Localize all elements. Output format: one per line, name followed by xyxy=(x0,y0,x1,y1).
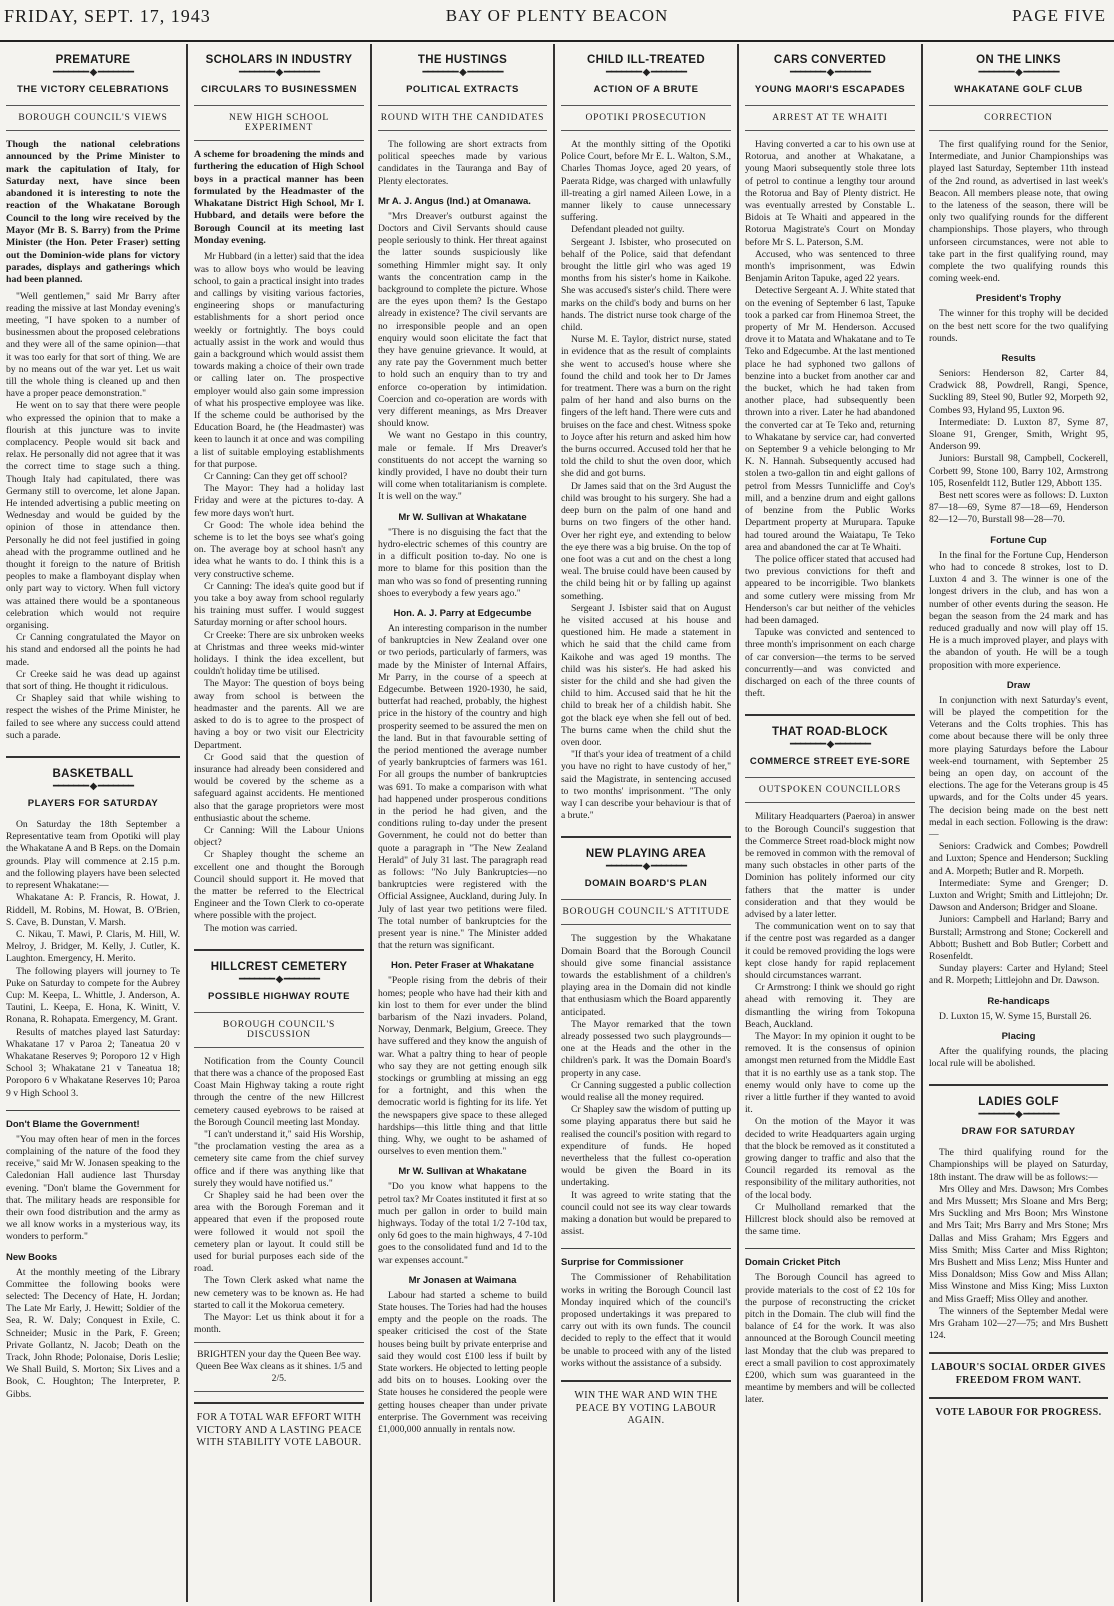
paragraph: "Well gentlemen," said Mr Barry after reading the missive at last Monday evening's meeting, "I have spoken to a number of businessmen about the proposed celebrations and they were all of the same opinion—that it was too early for that sort of thing. We are by no means out of the war yet. Let us wait till the whole thing is cleaned up and then have a proper peace demonstration." xyxy=(6,290,180,400)
side-heading: Mr A. J. Angus (Ind.) at Omanawa. xyxy=(378,195,531,207)
section-divider xyxy=(745,1248,915,1249)
side-heading: Hon. A. J. Parry at Edgecumbe xyxy=(393,607,532,619)
paragraph: The Mayor remarked that the town already possessed two such playgrounds—one at the Heads and the other in the children's park. It was the Domain Board's property in any case. xyxy=(561,1018,731,1079)
paragraph: Sergeant J. Isbister said that on August he visited accused at his house and questioned him. He made a statement in which he said that the child came from Kaikohe and was aged 19 months. The child was his sister's. He had asked his sister for the child and she had given the child to him. Accused said that he hit the child to break her of a childish habit. She got the black eye when she fell out of bed. The burns came when the child shut the oven door. xyxy=(561,602,731,748)
side-heading: Placing xyxy=(1001,1030,1036,1042)
article-lead: Though the national celebrations announced by the Prime Minister to mark the capitulation of Italy, for Saturday next, have since been abandoned it is interesting to note the reaction of the Whakatane Borough Council to the long wire received by the Mayor (Mr B. S. Barry) from the Prime Minister (the Hon. Peter Fraser) setting out the Dominion-wide plans for victory parades, displays and gatherings which had been planned. xyxy=(6,139,180,286)
article-subhead: PLAYERS FOR SATURDAY xyxy=(27,798,159,810)
paragraph: After the qualifying rounds, the placing local rule will be abolished. xyxy=(929,1045,1108,1069)
paragraph: At the monthly sitting of the Opotiki Police Court, before Mr E. L. Walton, S.M., Charles Thomas Joyce, aged 20 years, of Paerata Ridge, was charged with unlawfully ill-treating a girl named Aileen Lowe, in a manner likely to cause unnecessary suffering. xyxy=(561,139,731,224)
paragraph: The winner for this trophy will be decided on the best nett score for the two qualifying rounds. xyxy=(929,308,1108,344)
paragraph: C. Nikau, T. Mawi, P. Claris, M. Hill, W. Melroy, J. Bridger, M. Kelly, J. Cutler, K. Laughton. Emergency, H. Merito. xyxy=(6,928,180,965)
paragraph: He went on to say that there were people who expressed the opinion that to make a flourish at this juncture was to invite complacency. People would sit back and relax. He personally did not agree that it was the correct time to stage such a thing. Though Italy had capitulated, there was Germany still to overcome, let alone Japan. He intended advertising a public meeting on Wednesday and would be guided by the opinion of those in attendance then. Personally he did not feel justified in going ahead with the programme outlined and he thought it foreign to the nature of British peoples to make a flamboyant display when only part way to victory. When full victory was attained there would be a spontaneous celebration which would not require organising. xyxy=(6,400,180,632)
paragraph: "If that's your idea of treatment of a child you have no right to have custody of her," said the Magistrate, in sentencing accused to two months' imprisonment. "The only way I can describe your behaviour is that of a brute." xyxy=(561,749,731,822)
paragraph: Cr Canning: Will the Labour Unions object? xyxy=(194,824,364,849)
paragraph: The Borough Council has agreed to provide materials to the cost of £2 10s for the purpose of reconstructing the cricket pitch in the Domain. The club will find the balance of £4 for the work. It was also announced at the Borough Council meeting last Monday that the club was prepared to erect a small pavilion to cost approximately £200, which sum was guaranteed in the meantime by members and will be collected later. xyxy=(745,1272,915,1406)
paragraph: It was agreed to write stating that the council could not see its way clear towards making a donation but would be prepared to assist. xyxy=(561,1189,731,1238)
paragraph: Cr Good: The whole idea behind the scheme is to let the boys see what's going on. The average boy at school hasn't any idea what he wants to do. I think this is a very constructive scheme. xyxy=(194,519,364,580)
paragraph: The Mayor: They had a holiday last Friday and were at the pictures to-day. A few more days won't hurt. xyxy=(194,483,364,519)
side-heading: Don't Blame the Government! xyxy=(6,1118,140,1130)
divider-ornament xyxy=(745,740,915,750)
section-divider xyxy=(561,1248,731,1249)
paragraph: "There is no disguising the fact that the hydro-electric schemes of this country are in a difficult position to-day. No one is more to blame for this position than the man who was so fond of presenting running shoes to everybody a few years ago." xyxy=(378,526,547,599)
paragraph: Mrs Olley and Mrs. Dawson; Mrs Combes and Mrs Mussett; Mrs Sloane and Mrs Berg; Mrs Suckling and Mrs Boon; Mrs Winstone and Mrs Tait; Mrs Barry and Mrs Stone; Mrs Dallas and Miss Graham; Mrs Eggers and Miss Smith; Miss Carter and Miss Righton; Mrs Bushett and Miss Lenz; Miss Hunter and Miss Donaldson; Miss Gow and Miss Allan; Miss Winstone and Miss King; Miss Luxton and Miss Graeff; Miss Olley and another. xyxy=(929,1183,1108,1305)
paragraph: At the monthly meeting of the Library Committee the following books were selected: The Decency of Hate, H. Jordan; The Late Mr Early, J. Hewitt; Soldier of the Sea, R. W. Daly; Conquest in Exile, C. Schneider; Music in the Park, F. Green; Private Gollantz, N. Jacob; Death on the Track, John Rhode; Polonaise, Doris Leslie; We Shall Build, S. Morton; Six Lives and a Book, C. Houghton; The Interpreter, P. Gibbs. xyxy=(6,1266,180,1400)
paragraph: Cr Shapley thought the scheme an excellent one and thought the Borough Council should support it. He moved that the matter be referred to the Electrical Engineer and the Town Clerk to co-operate where possible with the project. xyxy=(194,849,364,922)
paragraph: Whakatane A: P. Francis, R. Howat, J. Riddell, M. Robins, M. Howat, B. O'Brien, S. Cave, B. Dunstan, V. Marsh. xyxy=(6,892,180,928)
side-heading: Draw xyxy=(1006,679,1031,691)
paragraph: The suggestion by the Whakatane Domain Board that the Borough Council should give some financial assistance towards the establishment of a children's playing area in the Domain did not kindle that enthusiasm which the Board apparently anticipated. xyxy=(561,933,731,1018)
side-heading: New Books xyxy=(6,1251,58,1263)
paragraph: Cr Shapley saw the wisdom of putting up some playing apparatus there but said he realised the council's position with regard to expenditure of funds. He hoped nevertheless that the fullest co-operation would be given the Board in its undertaking. xyxy=(561,1104,731,1189)
paragraph: The police officer stated that accused had two previous convictions for theft and appeared to be incorrigible. Two blankets and some cutlery were missing from Mr Henderson's car but neither of the vehicles had been damaged. xyxy=(745,553,915,626)
paragraph: Cr Creeke said he was dead up against that sort of thing. He thought it ridiculous. xyxy=(6,668,180,693)
article-subhead: OPOTIKI PROSECUTION xyxy=(585,113,707,123)
paragraph: In the final for the Fortune Cup, Henderson who had to concede 8 strokes, lost to D. Luxton 4 and 3. The winner is one of the longest drivers in the club, and has won a number of other events during the season. He began the season from the 24 mark and has reduced gradually and now will play off 15. He is a much improved player, and plays with the abandon of youth. He will be a tough proposition with more experience. xyxy=(929,549,1108,671)
paragraph: Cr Canning congratulated the Mayor on his stand and endorsed all the points he had made. xyxy=(6,632,180,668)
paragraph: Intermediate: Syme and Grenger; D. Luxton and Wright; Smith and Littlejohn; Dr. Dawson and Anderson; Bridger and Sloane. xyxy=(929,877,1108,914)
divider-ornament xyxy=(561,68,731,78)
paragraph: The winners of the September Medal were Mrs Graham 102—27—75; and Mrs Bushett 124. xyxy=(929,1305,1108,1342)
article-subhead: POSSIBLE HIGHWAY ROUTE xyxy=(208,990,350,1002)
paragraph: Intermediate: D. Luxton 87, Syme 87, Sloane 91, Grenger, Smith, Wright 95, Anderson 99. xyxy=(929,416,1108,453)
article-subhead: ARREST AT TE WHAITI xyxy=(772,113,888,123)
article-subhead: POLITICAL EXTRACTS xyxy=(406,84,519,95)
side-heading: Hon. Peter Fraser at Whakatane xyxy=(390,960,535,972)
paragraph: Sergeant J. Isbister, who prosecuted on behalf of the Police, said that defendant brought the little girl who was aged 19 months from his sister's home in Kaikohe. She was accused's sister's child. There were marks on the child's body and burns on her hands. The district nurse took charge of the child. xyxy=(561,236,731,334)
article-subhead: NEW HIGH SCHOOL EXPERIMENT xyxy=(229,113,329,133)
paragraph: An interesting comparison in the number of bankruptcies in New Zealand over one or two periods, particularly of farmers, was made by the Minister of Internal Affairs, Mr Parry, in the course of a speech at Edgecumbe. Between 1920-1930, he said, butterfat had reached, probably, the highest price in the history of the country and high prosperity seemed to be assured the men on the land. But in that favourable setting of the period mentioned the average number of yearly bankruptcies of farmers was 161. For all groups the number of bankruptcies was 691. To make a comparison with what had happened under prosperous conditions in the period he had given, and the conditions ruling to-day under the present Government, he could not do better than quote a paragraph in "The New Zealand Herald" of July 31 last. The paragraph read as follows: "No July Bankruptcies—no bankruptcies were registered with the Official Assignee, Auckland, during July. In July of last year two petitions were filed. The total number of bankruptcies for the present year is nine." The Minister added that the return was significant. xyxy=(378,622,547,952)
paragraph: The third qualifying round for the Championships will be played on Saturday, 18th instant. The draw will be as follows:— xyxy=(929,1147,1108,1183)
column-5 xyxy=(739,44,921,1602)
section-divider xyxy=(194,949,364,951)
paragraph: Juniors: Campbell and Harland; Barry and Burstall; Armstrong and Stone; Cockerell and Abbott; Bushett and Bob Butler; Corbett and Rosenfeldt. xyxy=(929,914,1108,962)
masthead xyxy=(0,0,1114,42)
column-3 xyxy=(372,44,553,1602)
paragraph: Seniors: Cradwick and Combes; Powdrell and Luxton; Spence and Henderson; Suckling and A. Morpeth; Butler and R. Morpeth. xyxy=(929,841,1108,877)
paragraph: Cr Armstrong: I think we should go right ahead with removing it. They are dismantling the wiring from Tokopuna Beach, Auckland. xyxy=(745,982,915,1030)
column-1 xyxy=(0,44,186,1602)
paragraph: "Do you know what happens to the petrol tax? Mr Coates instituted it first at so much per gallon in order to build main highways. Today of the total 1/2 7-10d tax, only 6d goes to the main highways, 4 7-10d goes to the consolidated fund and 1d to the war expenses account." xyxy=(378,1181,547,1266)
article-subhead: CORRECTION xyxy=(984,113,1053,123)
paragraph: "You may often hear of men in the forces complaining of the nature of the food they receive," said Mr W. Jonasen speaking to the Caledonian Hall audience last Thursday evening. "Don't blame the Government for that. The military heads are responsible for their own food distribution and the army as we all know works in a mysterious way, its wonders to perform." xyxy=(6,1133,180,1243)
paragraph: Results of matches played last Saturday: Whakatane 17 v Paroa 2; Taneatua 20 v Whakatane Reserves 9; Poroporo 12 v High School 3; Whakatane 21 v Taneatua 18; Poroporo 6 v Whakatane Reserves 10; Paroa 9 v High School 3. xyxy=(6,1026,180,1099)
paragraph: Labour had started a scheme to build State houses. The Tories had had the houses empty and the people on the roads. The speaker criticised the cost of the State houses being built by private enterprise and said they would cost £100 less if built by State workers. He objected to letting people add bits on to houses. Looking over the State houses he considered the people were getting houses cheaper than under private enterprise. The Government was receiving £1,000,000 annually in rentals now. xyxy=(378,1289,547,1436)
article-subhead: THE VICTORY CELEBRATIONS xyxy=(16,84,170,95)
paragraph: Cr Good said that the question of insurance had already been considered and would be covered by the scheme as a safeguard against accidents. He mentioned also that the garage proprietors were most enthusiastic about the scheme. xyxy=(194,751,364,824)
advertisement: BRIGHTEN your day the Queen Bee way. Queen Bee Wax cleans as it shines. 1/5 and 2/5. xyxy=(194,1342,364,1392)
column-2 xyxy=(188,44,370,1602)
article-headline: CARS CONVERTED xyxy=(773,54,887,66)
paragraph: Cr Canning suggested a public collection would realise all the money required. xyxy=(561,1079,731,1104)
article-subhead: COMMERCE STREET EYE-SORE xyxy=(749,756,911,768)
side-heading: Mr Jonasen at Waimana xyxy=(408,1274,517,1286)
side-heading: Surprise for Commissioner xyxy=(561,1257,684,1269)
paragraph: Having converted a car to his own use at Rotorua, and another at Whakatane, a young Maori subsequently stole three lots of petrol to continue a lengthy tour around the Rotorua and Bay of Plenty district. He was eventually arrested by Constable L. Bidois at Te Whaiti and appeared in the Rotorua Magistrate's Court on Monday before Mr S. L. Paterson, S.M. xyxy=(745,139,915,248)
paragraph: The communication went on to say that if the centre post was regarded as a danger it could be removed providing the logs were kept close handy for rapid replacement should circumstances warrant. xyxy=(745,921,915,981)
side-heading: Results xyxy=(1001,353,1036,365)
paragraph: Accused, who was sentenced to three month's imprisonment, was Edwin Benjamin Ariton Tapuke, aged 22 years. xyxy=(745,248,915,285)
side-heading: Fortune Cup xyxy=(990,534,1047,546)
article-subhead: OUTSPOKEN COUNCILLORS xyxy=(758,785,902,796)
article-subhead: ACTION OF A BRUTE xyxy=(593,84,699,95)
paragraph: Cr Canning: Can they get off school? xyxy=(204,471,348,483)
section-divider xyxy=(6,756,180,758)
paragraph: The first qualifying round for the Senior, Intermediate, and Junior Championships was played last Saturday, September 11th instead of the 2nd round, as advertised in last week's Beacon. All members please note, that owing to the lateness of the season, there will be only two qualifying rounds for the different championships. Those players, who through unforseen circumstances, were not able to take part in the first qualifying round, may complete the two qualifying rounds this coming week-end. xyxy=(929,139,1108,285)
paragraph: Cr Shapley said that while wishing to respect the wishes of the Prime Minister, he failed to see where any success could attend such a parade. xyxy=(6,693,180,741)
paragraph: The following players will journey to Te Puke on Saturday to compete for the Aubrey Cup: M. Keepa, L. Whittle, J. Anderson, A. Tautini, L. Keepa, E. Hona, K. Winitt, V. Ronana, R. Rohapata. Emergency, M. Grant. xyxy=(6,965,180,1026)
article-headline: LADIES GOLF xyxy=(978,1096,1059,1109)
article-headline: ON THE LINKS xyxy=(976,54,1061,66)
side-heading: Re-handicaps xyxy=(987,995,1050,1007)
article-lead: A scheme for broadening the minds and furthering the education of High School boys in a practical manner has been formulated by the Headmaster of the Whakatane District High School, Mr I. Hubbard, and details were before the Borough Council at its meeting last Monday evening. xyxy=(194,149,364,247)
paragraph: "People rising from the debris of their homes; people who have had their kith and kin lost to them for ever under the blind barbarism of the Nazi invaders. Poland, Norway, Denmark, Belgium, Greece. They have suffered and they know the anguish of war. What a paltry thing to hear of people who say they are not getting enough silk stockings or grumbling at missing an egg for a fortnight, and this when the democratic world is fighting for its life. Yet the newspapers give space to these alleged hardships—this little thing and that little thing. Why, we ought to be ashamed of ourselves to even mention them." xyxy=(378,975,547,1158)
article-headline: PREMATURE xyxy=(55,54,131,66)
article-headline: HILLCREST CEMETERY xyxy=(210,960,348,973)
section-divider xyxy=(929,1084,1108,1086)
paragraph: The Mayor: Let us think about it for a month. xyxy=(194,1312,364,1336)
section-divider xyxy=(745,714,915,716)
divider-ornament xyxy=(6,68,180,78)
divider-ornament xyxy=(194,975,364,985)
divider-ornament xyxy=(561,862,731,872)
paragraph: We want no Gestapo in this country, male or female. If Mrs Dreaver's constituents do not accept the warning so kindly provided, I have no doubt their turn will come when totalitarianism is complete. It is well on the way." xyxy=(378,430,547,503)
paragraph: The Mayor: In my opinion it ought to be removed. It is the consensus of opinion amongst men returned from the Middle East that it is no earthly use as a tank stop. The enemy would only have to come up the river a little further if they wanted to avoid it. xyxy=(745,1031,915,1116)
paragraph: Defendant pleaded not guilty. xyxy=(571,224,685,236)
side-heading: Mr W. Sullivan at Whakatane xyxy=(398,511,527,523)
article-headline: CHILD ILL-TREATED xyxy=(587,54,705,66)
paragraph: The Mayor: The question of boys being away from school is between the headmaster and the parents. All we are asked to do is to agree to the prospect of having a boy or two visit our Electricity Department. xyxy=(194,678,364,751)
section-divider xyxy=(6,1110,180,1111)
side-heading: Domain Cricket Pitch xyxy=(745,1257,841,1269)
article-subhead: DOMAIN BOARD'S PLAN xyxy=(584,878,708,890)
paragraph: Detective Sergeant A. J. White stated that on the evening of September 6 last, Tapuke took a parked car from Hinemoa Street, the property of Mr M. Henderson. Accused drove it to Matata and Whakatane and to Te Teko and Edgecumbe. At the last mentioned place he had syphoned two gallons of benzine into a bucket from another car and the bucket, which he had taken from another place, had subsequently been thrown into a river. Later he had abandoned the converted car at Te Teko and, returning to Whakatane by service car, had converted on September 9 a vehicle belonging to Mr K. N. Hannah. Subsequently accused had stolen a two-gallon tin and eight gallons of petrol from Messrs Tunnicliffe and Coy's mill, and a benzine drum and eight gallons of benzine from the Public Works Department property at Murupara. Tapuke had toured around the Waiatapu, Te Teko area and abandoned the car at Te Whaiti. xyxy=(745,285,915,553)
divider-ornament xyxy=(194,68,364,78)
paragraph: Cr Shapley said he had been over the area with the Borough Foreman and it appeared that even if the proposed route were followed it would not spoil the cemetery plan or layout. It could still be used for burial purposes each side of the road. xyxy=(194,1189,364,1275)
paragraph: Sunday players: Carter and Hyland; Steel and R. Morpeth; Littlejohn and Dr. Dawson. xyxy=(929,963,1108,987)
paragraph: "Mrs Dreaver's outburst against the Doctors and Civil Servants should cause people seriously to think. Her threat against the latter sounds suspiciously like something Himmler might say. It only wants the concentration camp in the background to complete the picture. Whose are the eyes upon them? Is the Gestapo already in existence? The civil servants are no irresponsible people and an open enquiry would soon elicitate the fact that they have genuine grievance. It would, at any rate pay the Government much better to hold such an enquiry than to try and enforce co-operation by intimidation. Coercion and co-operation are words with very different meanings, as Mrs Dreaver should know. xyxy=(378,210,547,430)
side-heading: Mr W. Sullivan at Whakatane xyxy=(398,1166,527,1178)
paragraph: Seniors: Henderson 82, Carter 84, Cradwick 88, Powdrell, Rangi, Spence, Suckling 89, Steel 90, Butler 92, Morpeth 92, Combes 93, Hyland 95, Luxton 96. xyxy=(929,368,1108,416)
section-divider xyxy=(561,836,731,838)
election-slogan: WIN THE WAR AND WIN THE PEACE BY VOTING LABOUR AGAIN. xyxy=(561,1380,731,1428)
divider-ornament xyxy=(378,68,547,78)
issue-date: FRIDAY, SEPT. 17, 1943 xyxy=(4,6,211,26)
election-slogan: VOTE LABOUR FOR PROGRESS. xyxy=(929,1397,1108,1420)
divider-ornament xyxy=(6,782,180,792)
article-subhead: DRAW FOR SATURDAY xyxy=(961,1126,1076,1138)
article-headline: NEW PLAYING AREA xyxy=(585,848,707,861)
paragraph: Cr Canning: The idea's quite good but if you take a boy away from school regularly his training must suffer. I would suggest Saturday morning or after school hours. xyxy=(194,580,364,629)
article-subhead: YOUNG MAORI'S ESCAPADES xyxy=(754,84,906,95)
paragraph: Cr Mulholland remarked that the Hillcrest block should also be removed at the same time. xyxy=(745,1201,915,1238)
paragraph: On the motion of the Mayor it was decided to write Headquarters again urging that the block be removed as it constituted a growing danger to traffic and also that the Council regarded its removal as the responsibility of the military authorities, not of the local body. xyxy=(745,1116,915,1201)
article-headline: BASKETBALL xyxy=(52,768,134,781)
column-6 xyxy=(923,44,1114,1602)
paragraph: Military Headquarters (Paeroa) in answer to the Borough Council's suggestion that the Commerce Street road-block might now be removed in common with the removal of many such obstacles in other parts of the Dominion has politely informed our city fathers that the matter is under consideration and that they would be advised by a later letter. xyxy=(745,811,915,920)
article-subhead: BOROUGH COUNCIL'S VIEWS xyxy=(18,113,168,123)
article-subhead: WHAKATANE GOLF CLUB xyxy=(954,84,1083,95)
paragraph: The Commissioner of Rehabilitation works in writing the Borough Council last Monday inquired which of the council's proposed undertakings it was prepared to carry out with its own funds. The council decided to reply to the effect that it would be unable to proceed with any of the listed works without the assistance of a subsidy. xyxy=(561,1272,731,1369)
paragraph: Notification from the County Council that there was a chance of the proposed East Coast Main Highway taking a route right through the centre of the new Hillcrest cemetery caused eyebrows to be raised at the Borough Council meeting last Monday. xyxy=(194,1055,364,1128)
article-headline: THAT ROAD-BLOCK xyxy=(771,726,889,739)
article-subhead: CIRCULARS TO BUSINESSMEN xyxy=(201,84,357,95)
paragraph: Best nett scores were as follows: D. Luxton 87—18—69, Syme 87—18—69, Henderson 82—12—70, Burstall 98—28—70. xyxy=(929,490,1108,526)
article-headline: THE HUSTINGS xyxy=(417,54,508,66)
newspaper-title: BAY OF PLENTY BEACON xyxy=(445,6,669,25)
article-subhead: BOROUGH COUNCIL'S DISCUSSION xyxy=(222,1019,336,1040)
election-slogan: FOR A TOTAL WAR EFFORT WITH VICTORY AND A LASTING PEACE WITH STABILITY VOTE LABOUR. xyxy=(194,1402,364,1450)
paragraph: On Saturday the 18th September a Representative team from Opotiki will play the Whakatane A and B Reps. on the Domain grounds. Play will commence at 2.15 p.m. and the following players have been selected to represent Whakatane:— xyxy=(6,819,180,892)
election-slogan: LABOUR'S SOCIAL ORDER GIVES FREEDOM FROM WANT. xyxy=(929,1352,1108,1387)
paragraph: The following are short extracts from political speeches made by various candidates in the Tauranga and Bay of Plenty electorates. xyxy=(378,139,547,187)
paragraph: Dr James said that on the 3rd August the child was brought to his surgery. She had a deep burn on the palm of one hand and burns on two fingers of the other hand. Over her right eye, and extending to below the eye there was a big bruise. On the top of one foot was a cut and on the chest a long weal. The bruise could have been caused by the child being hit or by falling up against something. xyxy=(561,480,731,602)
paragraph: D. Luxton 15, W. Syme 15, Burstall 26. xyxy=(939,1010,1092,1022)
paragraph: Nurse M. E. Taylor, district nurse, stated in evidence that as the result of complaints she went to accused's house where she found the child and took her to Dr James for treatment. There was a burn on the right palm of her hand and also burns on the fingers of the left hand. There were cuts and bruises on the face and chest. Witness spoke to Joyce after his return and asked him how the burns occurred. Accused told her that he told the child to shut the oven door, which she did and got burns. xyxy=(561,334,731,480)
paragraph: The Town Clerk asked what name the new cemetery was to be known as. He had started to call it the Mokorua cemetery. xyxy=(194,1275,364,1311)
paragraph: The motion was carried. xyxy=(204,922,298,934)
paragraph: Juniors: Burstall 98, Campbell, Cockerell, Corbett 99, Stone 100, Barry 102, Armstrong 105, Rosenfeldt 112, Butler 129, Abbott 135. xyxy=(929,453,1108,489)
paragraph: Cr Creeke: There are six unbroken weeks at Christmas and three weeks mid-winter holidays. I think the idea excellent, but couldn't holiday time be utilised. xyxy=(194,629,364,678)
divider-ornament xyxy=(929,1110,1108,1120)
paragraph: Mr Hubbard (in a letter) said that the idea was to allow boys who would be leaving school, to gain a practical insight into trades and callings by visiting various factories, engineering shops or manufacturing establishments for a short period once weekly or fortnightly. The boys could actually assist in the work and would thus gain a background which would assist them towards making a choice of their own trade or calling later on. The prospective employer would also gain some impression of what his prospective employee was like. If the scheme could be authorised by the Education Board, he (the Headmaster) was keen to launch it at once and was compiling a list of suitable employing establishments for that purpose. xyxy=(194,251,364,470)
side-heading: President's Trophy xyxy=(975,293,1062,305)
article-headline: SCHOLARS IN INDUSTRY xyxy=(205,54,353,66)
paragraph: In conjunction with next Saturday's event, will be played the competition for the Veterans and the Colts trophies. This has come about because there will be only three more playing Saturdays before the Labour week-end tournament, with September 25 being an open day, on account of the elections. The age for the Veterans group is 45 upwards, and for the Colts under 45 years. The decision being made on the best nett medal in each section. Following is the draw:— xyxy=(929,694,1108,840)
divider-ornament xyxy=(745,68,915,78)
page-number: PAGE FIVE xyxy=(1012,6,1106,25)
article-subhead: BOROUGH COUNCIL'S ATTITUDE xyxy=(562,907,730,918)
paragraph: Tapuke was convicted and sentenced to three month's imprisonment on each charge of car conversion—the terms to be served concurrently—and was convicted and discharged on each of the three counts of theft. xyxy=(745,627,915,700)
paragraph: "I can't understand it," said His Worship, "the proclamation vesting the area as a cemetery site came from the chief survey office and if there was anything like that surely they would have notified us." xyxy=(194,1128,364,1189)
column-4 xyxy=(555,44,737,1602)
divider-ornament xyxy=(929,68,1108,78)
article-subhead: ROUND WITH THE CANDIDATES xyxy=(380,113,545,123)
